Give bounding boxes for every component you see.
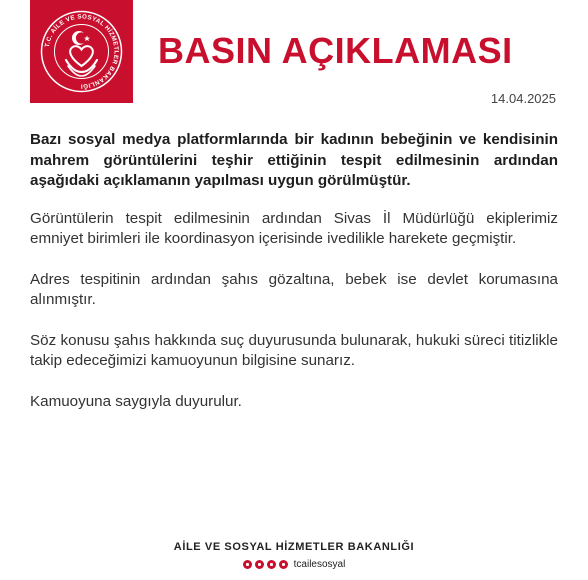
youtube-icon[interactable] xyxy=(243,560,252,569)
publication-date: 14.04.2025 xyxy=(490,91,556,106)
social-links xyxy=(0,559,588,570)
body-paragraph: Görüntülerin tespit edilmesinin ardından Sivas İl Müdürlüğü ekiplerimiz emniyet birimleri ile koordinasyon içerisinde ivedilikle harekete geçmiştir. xyxy=(30,209,558,247)
body-paragraph: Söz konusu şahıs hakkında suç duyurusunda bulunarak, hukuki süreci titizlikle takip edeceğimizi kamuoyunun bilgisine sunarız. xyxy=(30,331,558,369)
closing-paragraph: Kamuoyuna saygıyla duyurulur. xyxy=(30,392,242,410)
social-handle[interactable]: tcailesosyal xyxy=(293,559,346,570)
instagram-icon[interactable] xyxy=(267,560,276,569)
x-icon[interactable] xyxy=(279,560,288,569)
press-release-body xyxy=(30,130,558,432)
ministry-logo xyxy=(30,0,133,103)
facebook-icon[interactable] xyxy=(255,560,264,569)
lead-paragraph: Bazı sosyal medya platformlarında bir kadının bebeğinin ve kendisinin mahrem görüntülerini teşhir ettiğinin tespit edilmesinin ardından aşağıdaki açıklamanın yapılması uygun görülmüştür. xyxy=(30,131,558,189)
ministry-emblem-icon xyxy=(30,0,133,103)
ministry-name: AİLE VE SOSYAL HİZMETLER BAKANLIĞI xyxy=(173,541,415,553)
svg-text:T.C. AİLE VE SOSYAL HİZMETLER: T.C. AİLE VE SOSYAL HİZMETLER BAKANLIĞI xyxy=(43,13,120,90)
body-paragraph: Adres tespitinin ardından şahıs gözaltına, bebek ise devlet korumasına alınmıştır. xyxy=(30,270,558,308)
page-title: BASIN AÇIKLAMASI xyxy=(158,30,513,71)
